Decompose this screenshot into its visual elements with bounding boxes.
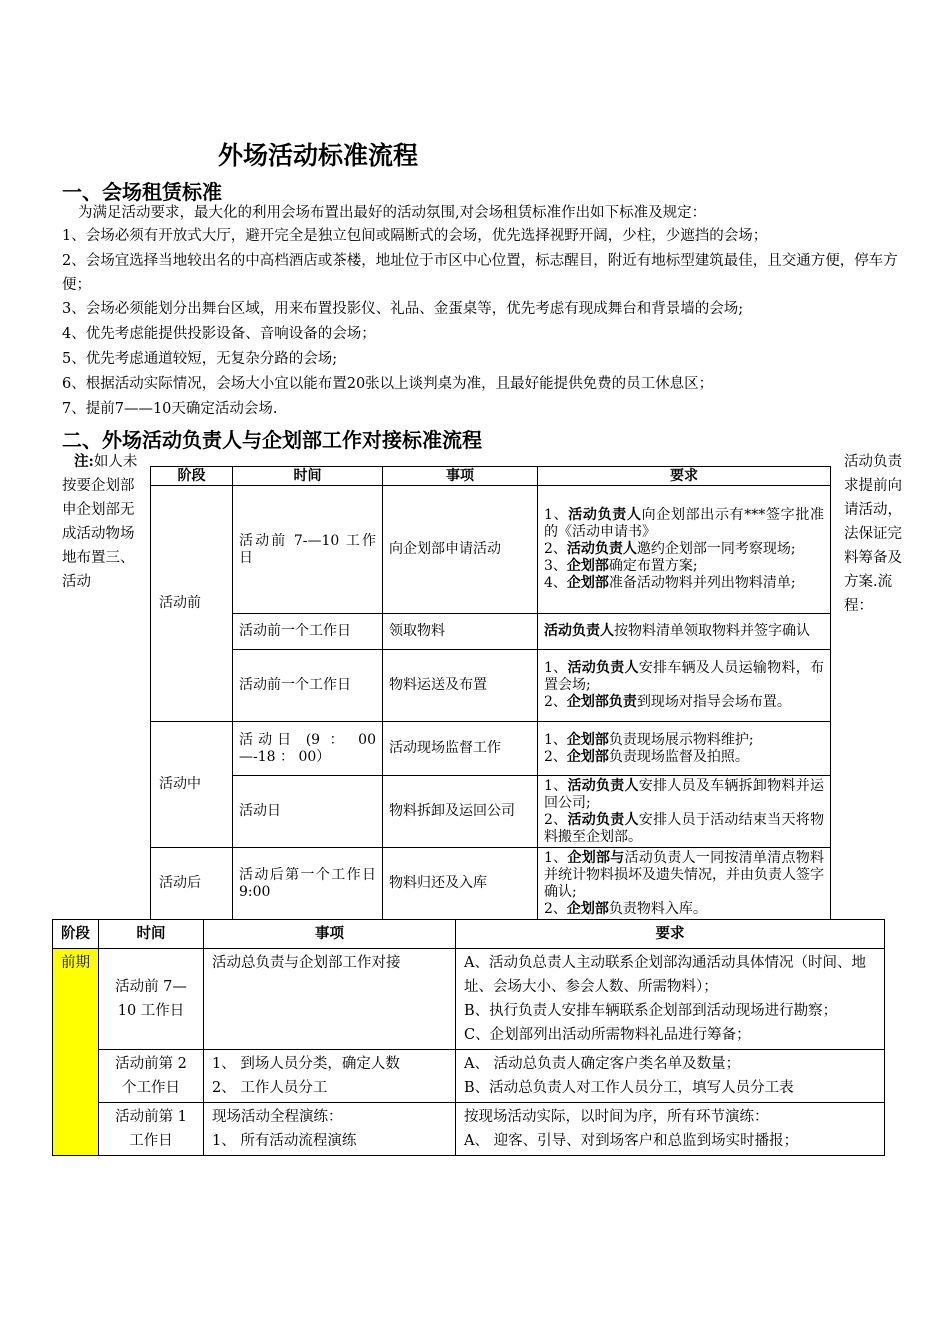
req-line: C、企划部列出活动所需物料礼品进行筹备； bbox=[464, 1027, 751, 1043]
req-line: A、活动负总责人主动联系企划部沟通活动具体情况（时间、地址、会场大小、参会人数、所需物料）； bbox=[464, 955, 866, 995]
flow-table bbox=[150, 466, 831, 920]
time-cell: 活动前第 1 工作日 bbox=[99, 1103, 204, 1156]
req-line: 2、企划部负责到现场对指导会场布置。 bbox=[544, 694, 791, 710]
rule-item: 7、提前7——10天确定活动会场. bbox=[62, 401, 278, 417]
req-line: 2、企划部负责物料入库。 bbox=[544, 900, 707, 917]
early-phase-table bbox=[52, 919, 885, 1156]
time-cell: 活动前一个工作日 bbox=[233, 614, 383, 650]
rule-item: 3、会场必须能划分出舞台区域，用来布置投影仪、礼品、金蛋桌等，优先考虑有现成舞台和背景墙的会场; bbox=[62, 301, 744, 317]
note-text: 如人未按要企划部申企划部无成活动物场地布置三、活动 bbox=[62, 454, 138, 590]
table-header-row bbox=[53, 920, 885, 949]
req-subject: 活动负责人 bbox=[544, 623, 614, 639]
item-cell: 1、 到场人员分类，确定人数 2、 工作人员分工 bbox=[204, 1050, 456, 1103]
req-cell bbox=[456, 1103, 885, 1156]
req-subject: 企划部 bbox=[566, 558, 609, 574]
rule-item: 1、会场必须有开放式大厅，避开完全是独立包间或隔断式的会场，优先选择视野开阔，少柱，少遮挡的会场； bbox=[62, 228, 768, 244]
stage-cell: 活动前 bbox=[151, 486, 233, 722]
req-line: B、活动总负责人对工作人员分工，填写人员分工表 bbox=[464, 1080, 794, 1096]
section1-intro: 为满足活动要求，最大化的利用会场布置出最好的活动氛围,对会场租赁标准作出如下标准及规定： bbox=[78, 205, 707, 221]
req-subject: 企划部 bbox=[566, 748, 609, 765]
stage-cell: 活动中 bbox=[151, 722, 233, 848]
side-note-left bbox=[62, 450, 138, 594]
header-cell: 阶段 bbox=[53, 920, 99, 949]
table-row bbox=[151, 614, 831, 650]
req-subject: 活动负责人 bbox=[567, 777, 639, 794]
req-subject: 企划部 bbox=[566, 575, 609, 591]
table-row bbox=[151, 776, 831, 848]
header-cell: 阶段 bbox=[151, 467, 233, 486]
section2-heading: 二、外场活动负责人与企划部工作对接标准流程 bbox=[62, 428, 482, 452]
time-cell: 活动日 (9 ： 00—-18 ： 00） bbox=[233, 722, 383, 776]
req-cell bbox=[538, 848, 831, 920]
phase-cell: 前期 bbox=[53, 949, 99, 1156]
req-cell bbox=[456, 1050, 885, 1103]
req-subject: 活动负责人 bbox=[567, 811, 639, 828]
item-cell: 物料拆卸及运回公司 bbox=[383, 776, 538, 848]
req-subject: 活动负责人 bbox=[568, 507, 642, 523]
req-subject: 企划部与 bbox=[567, 849, 625, 866]
side-note-right: 活动负责求提前向请活动，法保证完料筹备及方案.流程： bbox=[844, 454, 902, 614]
req-line: 1、企划部与活动负责人一同按清单清点物料并统计物料损坏及遗失情况，并由负责人签字确认; bbox=[544, 849, 825, 900]
table-row bbox=[151, 486, 831, 614]
req-line: A、 迎客、引导、对到场客户和总监到场实时播报； bbox=[464, 1133, 799, 1149]
req-cell bbox=[538, 614, 831, 650]
req-cell bbox=[456, 949, 885, 1050]
time-cell: 活动前一个工作日 bbox=[233, 650, 383, 722]
req-line: A、 活动总负责人确定客户类名单及数量； bbox=[464, 1056, 741, 1072]
time-cell: 活动前 7-—10 工作日 bbox=[233, 486, 383, 614]
table-row bbox=[151, 722, 831, 776]
table-row bbox=[53, 1103, 885, 1156]
req-subject: 活动负责人 bbox=[566, 541, 637, 557]
req-subject: 企划部 bbox=[566, 731, 609, 748]
req-line: 4、企划部准备活动物料并列出物料清单; bbox=[544, 575, 796, 591]
req-line: 按现场活动实际，以时间为序，所有环节演练： bbox=[464, 1109, 769, 1125]
req-line: 2、企划部负责现场监督及拍照。 bbox=[544, 748, 749, 765]
time-cell: 活动后第一个工作日9:00 bbox=[233, 848, 383, 920]
stage-cell: 活动后 bbox=[151, 848, 233, 920]
req-subject: 活动负责人 bbox=[567, 660, 639, 676]
note-label: 注: bbox=[74, 453, 94, 470]
table-row bbox=[151, 848, 831, 920]
item-cell: 活动现场监督工作 bbox=[383, 722, 538, 776]
rule-item: 5、优先考虑通道较短，无复杂分路的会场; bbox=[62, 351, 338, 367]
req-subject: 企划部负责 bbox=[566, 694, 637, 710]
req-line: 活动负责人按物料清单领取物料并签字确认 bbox=[544, 623, 810, 639]
req-line: 1、企划部负责现场展示物料维护; bbox=[544, 731, 754, 748]
section1-heading: 一、会场租赁标准 bbox=[62, 180, 222, 204]
header-cell: 事项 bbox=[204, 920, 456, 949]
item-cell: 向企划部申请活动 bbox=[383, 486, 538, 614]
req-line: 1、活动负责人安排车辆及人员运输物料，布置会场; bbox=[544, 660, 825, 693]
item-cell: 物料归还及入库 bbox=[383, 848, 538, 920]
page-title: 外场活动标准流程 bbox=[218, 141, 419, 170]
req-cell bbox=[538, 650, 831, 722]
rule-item: 6、根据活动实际情况，会场大小宜以能布置20张以上谈判桌为准，且最好能提供免费的员工休息区； bbox=[62, 376, 714, 392]
item-cell: 活动总负责与企划部工作对接 bbox=[204, 949, 456, 1050]
header-cell: 时间 bbox=[233, 467, 383, 486]
req-line: 2、活动负责人安排人员于活动结束当天将物料搬至企划部。 bbox=[544, 811, 825, 845]
time-cell: 活动前 7—10 工作日 bbox=[99, 949, 204, 1050]
req-cell bbox=[538, 722, 831, 776]
item-cell: 领取物料 bbox=[383, 614, 538, 650]
table-row bbox=[53, 1050, 885, 1103]
rule-item: 2、会场宜选择当地较出名的中高档酒店或茶楼，地址位于市区中心位置，标志醒目，附近有地标型建筑最佳，且交通方便，停车方便； bbox=[62, 253, 898, 293]
table-row bbox=[151, 650, 831, 722]
req-cell bbox=[538, 776, 831, 848]
time-cell: 活动前第 2 个工作日 bbox=[99, 1050, 204, 1103]
table-row bbox=[53, 949, 885, 1050]
item-cell: 现场活动全程演练： 1、 所有活动流程演练 bbox=[204, 1103, 456, 1156]
req-line: 1、活动负责人向企划部出示有***签字批准的《活动申请书》 bbox=[544, 507, 824, 540]
req-line: 1、活动负责人安排人员及车辆拆卸物料并运回公司; bbox=[544, 777, 825, 811]
time-cell: 活动日 bbox=[233, 776, 383, 848]
table-header-row bbox=[151, 467, 831, 486]
req-line: 3、企划部确定布置方案; bbox=[544, 558, 698, 574]
rule-item: 4、优先考虑能提供投影设备、音响设备的会场； bbox=[62, 326, 376, 342]
req-subject: 企划部 bbox=[566, 900, 609, 917]
req-line: 2、活动负责人邀约企划部一同考察现场; bbox=[544, 541, 796, 557]
req-cell bbox=[538, 486, 831, 614]
item-cell: 物料运送及布置 bbox=[383, 650, 538, 722]
header-cell: 事项 bbox=[383, 467, 538, 486]
header-cell: 要求 bbox=[456, 920, 885, 949]
header-cell: 时间 bbox=[99, 920, 204, 949]
header-cell: 要求 bbox=[538, 467, 831, 486]
req-line: B、执行负责人安排车辆联系企划部到活动现场进行勘察； bbox=[464, 1003, 838, 1019]
